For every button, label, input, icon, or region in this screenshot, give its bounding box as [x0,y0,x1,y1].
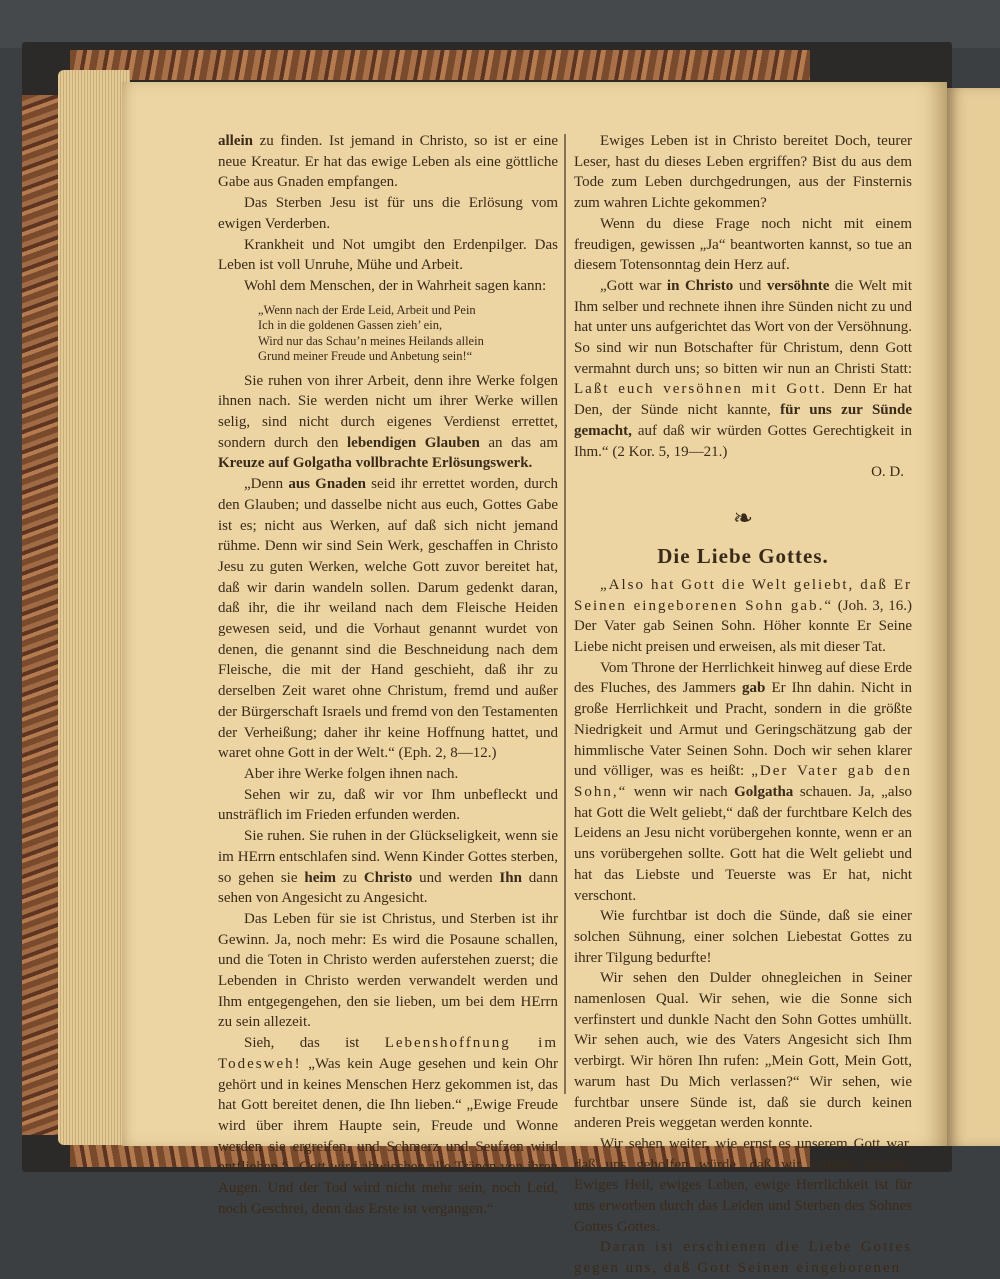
text-run: Er Ihn dahin. Nicht in große Herrlichkeit und Pracht, sondern in die größte Niedrigkeit und Armut und Geringschätzung gab der himmlische Vater Seinen Sohn. Doch wir sehen klarer und völliger, was es heißt: [574,680,912,780]
text-run: an das am [479,434,558,451]
paragraph [218,131,558,193]
bold-text: allein [218,133,254,149]
right-column [574,131,912,1279]
text-run: auf daß wir würden Gottes Gerechtigkeit in Ihm.“ (2 Kor. 5, 19—21.) [574,422,912,460]
paragraph [574,131,912,214]
text-run: „Was kein Auge gesehen und kein Ohr gehört und in keines Menschen Herz gekommen ist, das hat Gott bereitet denen, die Ihn lieben.“ „Ewige Freude wird über ihrem Haupte sein, Freude und Wonne werden sie ergreifen, und Schmerz und Seufzen wird entfliehen.“ „Gott wird abwischen alle Tränen von ihren Augen. Und der Tod wird nicht mehr sein, noch Leid, noch Geschrei, denn das Erste ist vergangen.“ [218,1055,558,1217]
paragraph [574,1134,912,1238]
poem [258,303,558,365]
paragraph [574,575,912,658]
paragraph [218,826,558,909]
marbled-edge-top [70,50,810,80]
paragraph [218,193,558,234]
paragraph [218,909,558,1033]
paragraph [574,658,912,906]
next-page-edge [946,88,1000,1146]
bold-text: gab [742,680,766,697]
paragraph [218,785,558,826]
bold-text: Christo [363,869,413,886]
text-run: Aber ihre Werke folgen ihnen nach. [244,765,459,782]
bold-text: aus Gnaden [288,476,367,493]
text-run: Wohl dem Menschen, der in Wahrheit sagen kann: [244,277,547,294]
text-run: dann sehen von Angesicht zu Angesicht. [218,869,558,907]
text-run: Vom Throne der Herrlichkeit hinweg auf diese Erde des Fluches, des Jammers [574,659,912,697]
text-run: Das Sterben Jesu ist für uns die Erlösung vom ewigen Verderben. [218,195,558,232]
text-run: und werden [412,869,500,886]
spaced-text: Laßt euch versöhnen mit Gott. [574,381,827,398]
paragraph [574,214,912,276]
bold-text: Ihn [499,869,522,886]
article-title: Die Liebe Gottes. [657,543,829,568]
bold-text: in Christo [666,277,734,294]
spaced-text: „Der Vater gab den Sohn,“ [574,763,912,800]
spaced-text: Lebenshoffnung im Todesweh! [218,1035,558,1072]
paragraph [218,1033,558,1219]
author-signature: O. D. [871,464,904,481]
text-run: (Joh. 3, 16.) Der Vater gab Seinen Sohn. Höher konnte Er Seine Liebe nicht preisen und erweisen, als mit dieser Tat. [574,597,913,656]
paragraph [574,276,912,462]
paragraph [218,764,558,785]
text-run: Das Leben für sie ist Christus, und Sterben ist ihr Gewinn. Ja, noch mehr: Es wird die Posaune schallen, und die Toten in Christo werden auferstehen zuerst; die Lebenden in Christo werden verwandelt werden und Ihm entgegengehen, den sie lieben, um bei dem HErrn zu sein allezeit. [218,910,558,1031]
paragraph [574,968,912,1134]
bold-text: Golgatha [734,783,794,800]
text-run: Wir sehen den Dulder ohnegleichen in Seiner namenlosen Qual. Wir sehen, wie die Sonne sich verfinstert und dunkle Nacht den Sohn Gottes umhüllt. Wir sehen auch, wie des Vaters Angesicht sich Ihm verbirgt. Wir hören Ihn rufen: „Mein Gott, Mein Gott, warum hast Du Mich verlassen?“ Wir sehen, wie furchtbar unsere Sünde ist, daß sie durch keinen anderen Preis weggetan werden konnte. [574,970,912,1132]
text-run: „Gott war [600,277,667,294]
text-run: Ewiges Leben ist in Christo bereitet Doch, teurer Leser, hast du dieses Leben ergriffen? Bist du aus dem Tode zum Leben durchgedrungen, aus der Finsternis zum wahren Lichte gekommen? [574,133,912,212]
text-run: Sie ruhen. Sie ruhen in der Glückseligkeit, wenn sie im HErrn entschlafen sind. Wenn Kinder Gottes sterben, so gehen sie [218,828,558,886]
ornament-icon: ❧ [732,505,754,532]
spaced-text: „Also hat Gott die Welt geliebt, daß Er Seinen eingeborenen Sohn gab.“ [574,576,912,614]
text-run: seid ihr errettet worden, durch den Glauben; und dasselbe nicht aus euch, Gottes Gabe ist es; nicht aus Werken, auf daß sich nicht jemand rühme. Denn wir sind Sein Werk, geschaffen in Christo Jesu zu guten Werken, welche Gott zuvor bereitet hat, daß wir darin wandeln sollen. Darum gedenkt daran, daß ihr, die ihr weiland nach dem Fleische Heiden gewesen seid, und die Vorhaut genannt wurdet von denen, die genannt sind die Beschneidung nach dem Fleische, die mit der Hand geschieht, daß ihr zu derselben Zeit waret ohne Christum, fremd und außer der Bürgerschaft Israels und fremd von den Testamenten der Verheißung; daher ihr keine Hoffnung hattet, und waret ohne Gott in der Welt.“ (Eph. 2, 8—12.) [218,476,558,762]
text-run: und [733,277,767,294]
paragraph [218,235,558,276]
paragraph [218,371,558,475]
page-stack [58,70,130,1145]
poem-line: Wird nur das Schau’n meines Heilands allein [258,333,484,348]
spaced-text: Daran ist erschienen die Liebe Gottes gegen uns, daß Gott Seinen eingeborenen [574,1239,912,1277]
paragraph [574,906,912,968]
text-run: Sehen wir zu, daß wir vor Ihm unbefleckt und unsträflich im Frieden erfunden werden. [218,786,558,824]
poem-line: Grund meiner Freude und Anbetung sein!“ [258,349,473,364]
bold-text: versöhnte [766,277,830,294]
text-run: schauen. Ja, „also hat Gott die Welt geliebt,“ daß der furchtbare Kelch des Leidens an Jesu nicht vorübergehen konnte, wenn er an uns vorübergehen sollte. Gott hat die Welt geliebt und hat das Liebste und Teuerste was Er hat, nicht verschont. [574,783,912,904]
poem-line: „Wenn nach der Erde Leid, Arbeit und Pein [258,302,476,317]
text-run: Wie furchtbar ist doch die Sünde, daß sie einer solchen Sühnung, einer solchen Liebestat Gottes zu ihrer Tilgung bedurfte! [574,908,912,966]
bold-text: heim [304,869,337,886]
text-run: Sieh, das ist [244,1035,385,1052]
text-run: Krankheit und Not umgibt den Erdenpilger. Das Leben ist voll Unruhe, Mühe und Arbeit. [218,236,558,274]
bold-text: für uns zur Sünde gemacht, [574,402,912,439]
marbled-cover-left [22,95,62,1135]
paragraph [218,276,558,297]
text-run: Wir sehen weiter, wie ernst es unserem Gott war, daß uns geholfen würde, daß wir errettet würden. Ewiges Heil, ewiges Leben, ewige Herrlichkeit ist für uns erworben durch das Leiden und Sterben des Sohnes Gottes Gottes. [574,1135,912,1235]
text-run: Denn Er hat Den, der Sünde nicht kannte, [574,381,912,419]
paragraph [218,474,558,764]
text-run: „Denn [244,476,289,493]
text-run: wenn wir nach [627,783,735,800]
text-run: Wenn du diese Frage noch nicht mit einem freudigen, gewissen „Ja“ beantworten kannst, so tue an diesem Totensonntag dein Herz auf. [574,215,912,274]
poem-line: Ich in die goldenen Gassen zieh’ ein, [258,318,443,333]
left-column [218,131,558,1219]
text-run: zu [336,869,364,886]
bold-text: Kreuze auf Golgatha vollbrachte Erlösungswerk. [218,455,533,472]
bold-text: lebendigen Glauben [347,434,480,451]
text-run: zu finden. Ist jemand in Christo, so ist er eine neue Kreatur. Er hat das ewige Leben als eine göttliche Gabe aus Gnaden empfangen. [218,133,558,191]
background-top [0,0,1000,48]
text-run: Sie ruhen von ihrer Arbeit, denn ihre Werke folgen ihnen nach. Sie werden nicht um ihrer Werke willen selig, sind nicht durch eigenes Verdienst errettet, sondern durch den [218,372,558,451]
text-run: die Welt mit Ihm selber und rechnete ihnen ihre Sünden nicht zu und hat unter uns aufgerichtet das Wort von der Versöhnung. So sind wir nun Botschafter für Christum, denn Gott vermahnt durch uns; so bitten wir nun an Christi Statt: [574,277,913,377]
paragraph [574,1237,912,1278]
column-divider [564,134,566,1094]
